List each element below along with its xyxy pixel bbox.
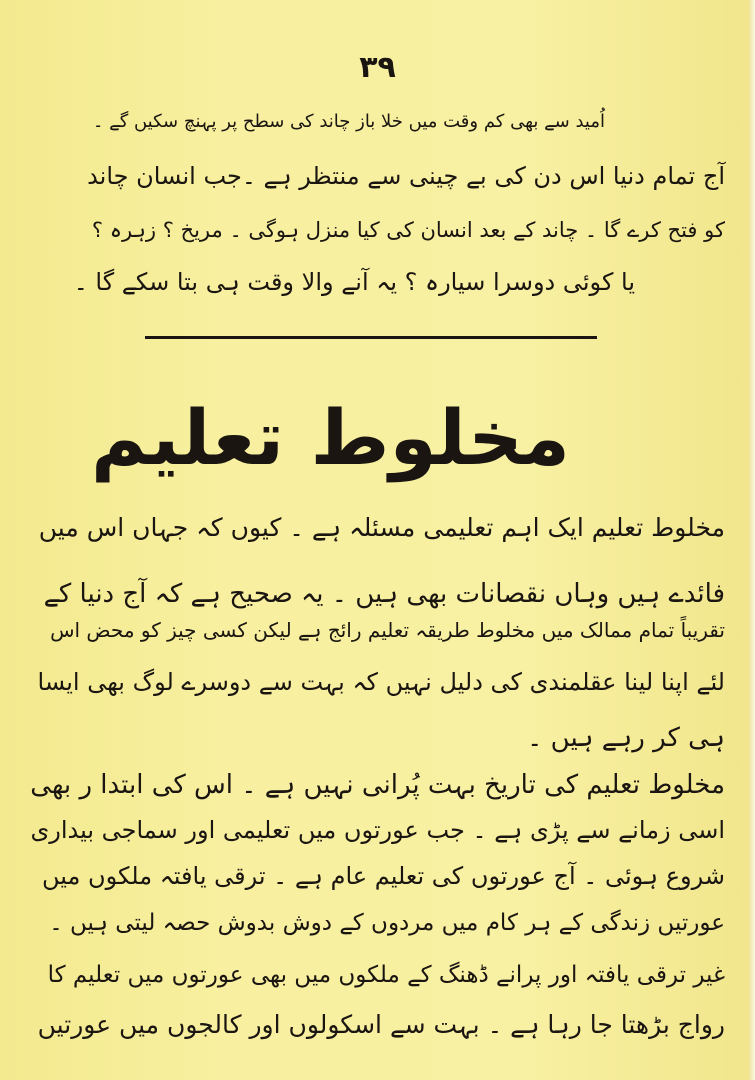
- text-line: ہی کر رہے ہیں ۔: [527, 723, 725, 753]
- page-number: ۳۹: [359, 50, 396, 85]
- text-line: عورتیں زندگی کے ہر کام میں مردوں کے دوش بدوش حصہ لیتی ہیں ۔: [49, 910, 725, 936]
- text-line: لئے اپنا لینا عقلمندی کی دلیل نہیں کہ بہت سے دوسرے لوگ بھی ایسا: [37, 668, 725, 696]
- text-line: یا کوئی دوسرا سیارہ ؟ یہ آنے والا وقت ہی بتا سکے گا ۔: [73, 268, 635, 296]
- text-line: مخلوط تعلیم کی تاریخ بہت پُرانی نہیں ہے ۔ اس کی ابتدا ر بھی: [30, 770, 725, 800]
- page-edge: [749, 0, 755, 1080]
- text-line: فائدے ہیں وہاں نقصانات بھی ہیں ۔ یہ صحیح ہے کہ آج دنیا کے: [43, 579, 725, 609]
- text-line: اسی زمانے سے پڑی ہے ۔ جب عورتوں میں تعلیمی اور سماجی بیداری: [30, 816, 725, 844]
- section-divider: [145, 336, 597, 339]
- text-line: شروع ہوئی ۔ آج عورتوں کی تعلیم عام ہے ۔ ترقی یافتہ ملکوں میں: [42, 862, 725, 890]
- text-line: مخلوط تعلیم ایک اہم تعلیمی مسئلہ ہے ۔ کیوں کہ جہاں اس میں: [38, 513, 725, 542]
- text-line: اُمید سے بھی کم وقت میں خلا باز چاند کی سطح پر پہنچ سکیں گے ۔: [92, 111, 605, 132]
- article-title: مخلوط تعلیم: [91, 393, 570, 482]
- text-line: آج تمام دنیا اس دن کی بے چینی سے منتظر ہے ۔جب انسان چاند: [87, 162, 725, 190]
- text-line: تقریباً تمام ممالک میں مخلوط طریقہ تعلیم رائج ہے لیکن کسی چیز کو محض اس: [50, 618, 725, 642]
- text-line: کو فتح کرے گا ۔ چاند کے بعد انسان کی کیا منزل ہوگی ۔ مریخ ؟ زہرہ ؟: [91, 218, 725, 242]
- text-line: غیر ترقی یافتہ اور پرانے ڈھنگ کے ملکوں میں بھی عورتوں میں تعلیم کا: [47, 962, 725, 988]
- text-line: رواج بڑھتا جا رہا ہے ۔ بہت سے اسکولوں اور کالجوں میں عورتیں: [37, 1010, 725, 1039]
